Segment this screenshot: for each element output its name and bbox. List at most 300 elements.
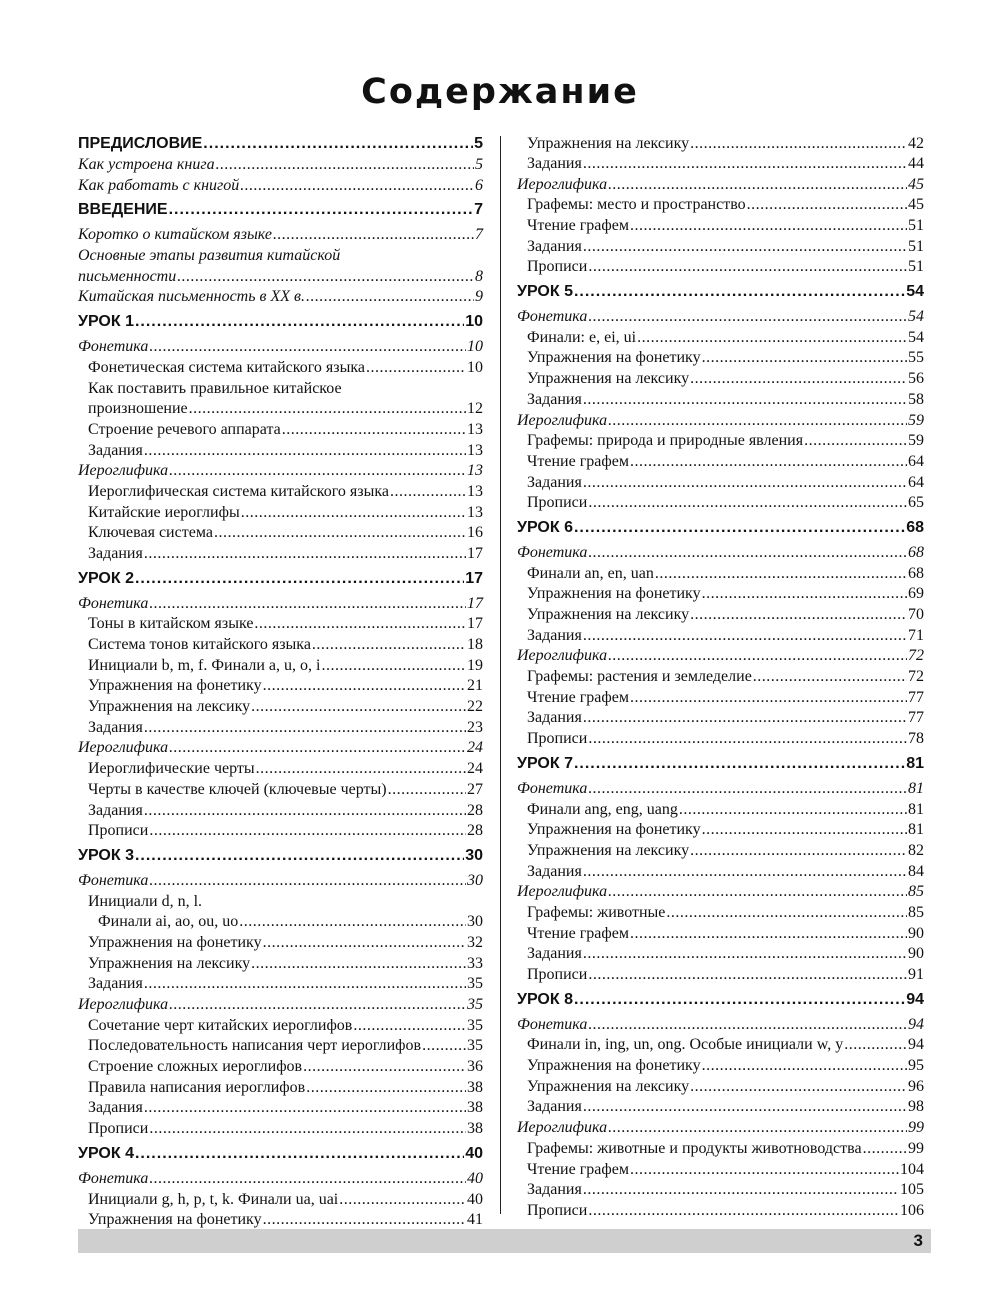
dot-leader bbox=[608, 411, 907, 432]
toc-entry[interactable] bbox=[517, 473, 924, 494]
dot-leader bbox=[690, 1077, 907, 1098]
toc-entry[interactable] bbox=[78, 614, 483, 635]
toc-entry[interactable] bbox=[517, 307, 924, 328]
toc-entry-title: Как устроена книга bbox=[78, 155, 215, 173]
toc-entry-title: Фонетическая система китайского языка bbox=[88, 358, 365, 376]
toc-entry[interactable] bbox=[78, 1057, 483, 1078]
toc-entry-title: Коротко о китайском языке bbox=[78, 226, 272, 244]
toc-entry[interactable] bbox=[78, 544, 483, 565]
toc-entry[interactable] bbox=[78, 995, 483, 1016]
toc-page-number: 42 bbox=[908, 135, 924, 152]
toc-page-number: 10 bbox=[467, 358, 483, 376]
toc-entry[interactable] bbox=[78, 697, 483, 718]
toc-page-number: 38 bbox=[467, 1078, 483, 1096]
toc-entry[interactable] bbox=[78, 676, 483, 697]
toc-page-number: 9 bbox=[475, 288, 483, 306]
toc-page-number: 17 bbox=[465, 569, 483, 587]
toc-entry-title: Фонетика bbox=[78, 594, 149, 612]
toc-entry[interactable] bbox=[78, 1036, 483, 1057]
toc-entry-title: Иероглифическая система китайского языка bbox=[88, 482, 389, 500]
toc-entry-title: Задания bbox=[527, 709, 582, 727]
dot-leader bbox=[189, 399, 466, 420]
dot-leader bbox=[583, 390, 907, 411]
footer-bar bbox=[78, 1229, 931, 1253]
toc-page-number: 5 bbox=[475, 155, 483, 173]
toc-entry[interactable] bbox=[517, 903, 924, 924]
toc-section-entry[interactable] bbox=[517, 750, 924, 779]
toc-page-number: 54 bbox=[906, 283, 924, 301]
toc-page-number: 81 bbox=[908, 779, 924, 797]
toc-entry[interactable] bbox=[78, 1016, 483, 1037]
dot-leader bbox=[149, 594, 466, 615]
dot-leader bbox=[690, 841, 907, 862]
toc-entry-title: Задания bbox=[88, 801, 143, 819]
toc-page-number: 54 bbox=[908, 308, 924, 326]
toc-page-number: 85 bbox=[908, 883, 924, 901]
toc-entry-title: Прописи bbox=[527, 1201, 588, 1219]
dot-leader bbox=[702, 820, 907, 841]
toc-entry[interactable] bbox=[78, 379, 483, 400]
toc-entry-title: Упражнения на лексику bbox=[527, 841, 690, 859]
toc-page-number: 104 bbox=[900, 1160, 924, 1178]
toc-entry-title: Графемы: растения и земледелие bbox=[527, 668, 752, 686]
toc-entry-title: Строение сложных иероглифов bbox=[88, 1058, 303, 1076]
toc-entry-title: Финали an, en, uan bbox=[527, 564, 654, 582]
dot-leader bbox=[588, 257, 907, 278]
dot-leader bbox=[149, 1119, 466, 1140]
toc-entry-title: Задания bbox=[88, 975, 143, 993]
toc-section-entry[interactable] bbox=[517, 514, 924, 543]
toc-entry[interactable] bbox=[517, 1139, 924, 1160]
toc-entry[interactable] bbox=[517, 452, 924, 473]
toc-entry-title: Графемы: животные и продукты животноводства bbox=[527, 1139, 862, 1157]
toc-section-entry[interactable] bbox=[517, 278, 924, 307]
toc-page-number: 64 bbox=[908, 473, 924, 491]
toc-entry-title: Инициали g, h, p, t, k. Финали ua, uai bbox=[88, 1190, 339, 1208]
toc-entry[interactable] bbox=[78, 656, 483, 677]
toc-entry-title: Как поставить правильное китайское bbox=[88, 379, 342, 397]
toc-entry-title: ВВЕДЕНИЕ bbox=[78, 201, 168, 219]
toc-page-number: 51 bbox=[908, 217, 924, 235]
toc-page-number: 68 bbox=[908, 543, 924, 561]
toc-section-entry[interactable] bbox=[78, 196, 483, 225]
toc-entry[interactable] bbox=[517, 882, 924, 903]
toc-entry[interactable] bbox=[78, 759, 483, 780]
toc-entry[interactable] bbox=[78, 635, 483, 656]
toc-entry[interactable] bbox=[517, 390, 924, 411]
toc-entry[interactable] bbox=[517, 800, 924, 821]
toc-page-number: 17 bbox=[467, 544, 483, 562]
dot-leader bbox=[655, 564, 907, 585]
toc-entry[interactable] bbox=[517, 493, 924, 514]
toc-page-number: 94 bbox=[908, 1036, 924, 1054]
toc-entry[interactable] bbox=[517, 1056, 924, 1077]
toc-entry-title: УРОК 2 bbox=[78, 569, 134, 587]
dot-leader bbox=[747, 195, 907, 216]
toc-entry-title: Упражнения на фонетику bbox=[88, 677, 262, 695]
toc-entry[interactable] bbox=[78, 420, 483, 441]
toc-entry-title: УРОК 1 bbox=[78, 313, 134, 331]
toc-entry-title: Прописи bbox=[88, 1120, 149, 1138]
toc-page-number: 72 bbox=[908, 668, 924, 686]
dot-leader bbox=[422, 1036, 466, 1057]
toc-page-number: 106 bbox=[900, 1201, 924, 1219]
dot-leader bbox=[366, 358, 466, 379]
toc-entry-title: Система тонов китайского языка bbox=[88, 636, 311, 654]
toc-entry-title: Черты в качестве ключей (ключевые черты) bbox=[88, 780, 387, 798]
dot-leader bbox=[144, 718, 466, 739]
toc-entry[interactable] bbox=[517, 841, 924, 862]
dot-leader bbox=[630, 452, 907, 473]
toc-entry-title: Графемы: животные bbox=[527, 903, 666, 921]
toc-left-column bbox=[78, 134, 483, 1231]
toc-entry[interactable] bbox=[78, 155, 483, 176]
toc-entry[interactable] bbox=[517, 1201, 924, 1222]
toc-page-number: 38 bbox=[467, 1099, 483, 1117]
toc-entry[interactable] bbox=[517, 965, 924, 986]
toc-entry[interactable] bbox=[78, 482, 483, 503]
toc-entry[interactable] bbox=[517, 257, 924, 278]
toc-page-number: 30 bbox=[465, 846, 483, 864]
toc-entry-title: Фонетика bbox=[78, 338, 149, 356]
dot-leader bbox=[702, 348, 907, 369]
toc-entry-title: Прописи bbox=[527, 966, 588, 984]
dot-leader bbox=[608, 175, 907, 196]
toc-entry-title: Правила написания иероглифов bbox=[88, 1078, 306, 1096]
toc-entry-title: Упражнения на лексику bbox=[527, 370, 690, 388]
toc-entry[interactable] bbox=[78, 780, 483, 801]
toc-entry[interactable] bbox=[78, 1210, 483, 1231]
toc-entry-title: Упражнения на фонетику bbox=[88, 1211, 262, 1229]
dot-leader bbox=[312, 635, 466, 656]
toc-page-number: 16 bbox=[467, 524, 483, 542]
toc-entry-title: Упражнения на лексику bbox=[88, 954, 251, 972]
toc-entry[interactable] bbox=[517, 195, 924, 216]
dot-leader bbox=[216, 155, 474, 176]
toc-section-entry[interactable] bbox=[78, 842, 483, 871]
toc-page-number: 7 bbox=[475, 226, 483, 244]
toc-entry[interactable] bbox=[517, 709, 924, 730]
toc-entry-title: Сочетание черт китайских иероглифов bbox=[88, 1016, 353, 1034]
toc-entry-title: Китайские иероглифы bbox=[88, 503, 240, 521]
toc-page-number: 12 bbox=[467, 400, 483, 418]
toc-entry[interactable] bbox=[78, 1119, 483, 1140]
toc-entry[interactable] bbox=[517, 584, 924, 605]
dot-leader bbox=[844, 1035, 907, 1056]
toc-page-number: 38 bbox=[467, 1120, 483, 1138]
toc-entry[interactable] bbox=[517, 237, 924, 258]
toc-entry[interactable] bbox=[78, 358, 483, 379]
toc-entry-title: УРОК 8 bbox=[517, 990, 573, 1008]
toc-entry[interactable] bbox=[78, 225, 483, 246]
dot-leader bbox=[282, 420, 466, 441]
toc-entry[interactable] bbox=[78, 1078, 483, 1099]
toc-entry-title: Фонетика bbox=[517, 308, 588, 326]
toc-entry-title: Фонетика bbox=[517, 543, 588, 561]
toc-entry-title: Чтение графем bbox=[527, 688, 629, 706]
toc-entry-title: Чтение графем bbox=[527, 452, 629, 470]
toc-entry-title: письменности bbox=[78, 267, 177, 285]
toc-page-number: 96 bbox=[908, 1077, 924, 1095]
toc-entry[interactable] bbox=[78, 801, 483, 822]
toc-entry[interactable] bbox=[517, 543, 924, 564]
toc-entry[interactable] bbox=[517, 667, 924, 688]
toc-section-entry[interactable] bbox=[78, 134, 483, 155]
toc-page-number: 40 bbox=[467, 1190, 483, 1208]
toc-page-number: 94 bbox=[906, 990, 924, 1008]
toc-entry[interactable] bbox=[517, 154, 924, 175]
toc-entry[interactable] bbox=[78, 287, 483, 308]
toc-entry[interactable] bbox=[517, 1118, 924, 1139]
toc-page-number: 59 bbox=[908, 432, 924, 450]
dot-leader bbox=[588, 1201, 899, 1222]
toc-entry-title: Китайская письменность в XX в. bbox=[78, 288, 305, 306]
toc-entry[interactable] bbox=[78, 974, 483, 995]
toc-entry[interactable] bbox=[517, 1015, 924, 1036]
toc-entry[interactable] bbox=[78, 912, 483, 933]
toc-entry[interactable] bbox=[78, 718, 483, 739]
toc-entry[interactable] bbox=[517, 862, 924, 883]
toc-entry[interactable] bbox=[78, 337, 483, 358]
toc-entry[interactable] bbox=[517, 1077, 924, 1098]
dot-leader bbox=[306, 287, 474, 308]
dot-leader bbox=[690, 605, 907, 626]
toc-right-column bbox=[517, 134, 924, 1222]
dot-leader bbox=[303, 1057, 466, 1078]
dot-leader bbox=[608, 882, 907, 903]
toc-entry-title: Основные этапы развития китайской bbox=[78, 247, 341, 265]
toc-section-entry[interactable] bbox=[78, 308, 483, 337]
toc-entry-title: УРОК 4 bbox=[78, 1144, 134, 1162]
dot-leader bbox=[135, 1140, 464, 1168]
toc-entry-title: Чтение графем bbox=[527, 217, 629, 235]
toc-page-number: 10 bbox=[467, 338, 483, 356]
toc-entry-title: Инициали d, n, l. bbox=[88, 892, 203, 910]
toc-page-number: 23 bbox=[467, 718, 483, 736]
toc-entry-title: Иероглифические черты bbox=[88, 760, 255, 778]
toc-entry[interactable] bbox=[78, 933, 483, 954]
toc-entry[interactable] bbox=[78, 1099, 483, 1120]
toc-entry[interactable] bbox=[517, 779, 924, 800]
toc-page-number: 13 bbox=[467, 482, 483, 500]
toc-section-entry[interactable] bbox=[517, 986, 924, 1015]
toc-entry[interactable] bbox=[517, 1180, 924, 1201]
toc-page-number: 77 bbox=[908, 688, 924, 706]
page-title: Содержание bbox=[361, 72, 639, 112]
toc-entry-title: Задания bbox=[527, 1098, 582, 1116]
toc-page-number: 45 bbox=[908, 175, 924, 193]
toc-entry[interactable] bbox=[517, 1098, 924, 1119]
toc-entry[interactable] bbox=[78, 267, 483, 288]
toc-entry-title: Задания bbox=[527, 1181, 582, 1199]
toc-entry-title: Фонетика bbox=[78, 1169, 149, 1187]
dot-leader bbox=[574, 986, 905, 1014]
toc-page-number: 40 bbox=[465, 1144, 483, 1162]
toc-entry-title: Прописи bbox=[527, 494, 588, 512]
dot-leader bbox=[169, 738, 466, 759]
toc-entry-title: Строение речевого аппарата bbox=[88, 420, 281, 438]
toc-entry-title: Прописи bbox=[527, 258, 588, 276]
dot-leader bbox=[135, 565, 464, 593]
toc-page-number: 64 bbox=[908, 452, 924, 470]
toc-entry[interactable] bbox=[517, 626, 924, 647]
dot-leader bbox=[144, 544, 466, 565]
dot-leader bbox=[240, 176, 474, 197]
dot-leader bbox=[251, 954, 466, 975]
dot-leader bbox=[583, 944, 907, 965]
dot-leader bbox=[574, 514, 905, 542]
toc-entry[interactable] bbox=[517, 924, 924, 945]
toc-page-number: 105 bbox=[900, 1181, 924, 1199]
toc-entry[interactable] bbox=[78, 954, 483, 975]
toc-entry[interactable] bbox=[78, 523, 483, 544]
toc-page-number: 70 bbox=[908, 606, 924, 624]
toc-entry[interactable] bbox=[517, 1160, 924, 1181]
toc-entry[interactable] bbox=[517, 411, 924, 432]
toc-entry[interactable] bbox=[78, 503, 483, 524]
dot-leader bbox=[863, 1139, 907, 1160]
toc-entry-title: Задания bbox=[527, 473, 582, 491]
dot-leader bbox=[214, 523, 466, 544]
toc-page-number: 13 bbox=[467, 420, 483, 438]
toc-entry[interactable] bbox=[517, 175, 924, 196]
toc-entry[interactable] bbox=[517, 134, 924, 154]
dot-leader bbox=[583, 237, 907, 258]
dot-leader bbox=[690, 369, 907, 390]
toc-entry[interactable] bbox=[517, 564, 924, 585]
toc-page-number: 68 bbox=[908, 564, 924, 582]
toc-entry-title: Фонетика bbox=[517, 1015, 588, 1033]
dot-leader bbox=[702, 584, 907, 605]
dot-leader bbox=[753, 667, 907, 688]
toc-entry-title: УРОК 3 bbox=[78, 846, 134, 864]
column-divider bbox=[500, 136, 501, 1214]
toc-entry[interactable] bbox=[78, 821, 483, 842]
toc-entry-title: Упражнения на лексику bbox=[527, 606, 690, 624]
toc-entry[interactable] bbox=[78, 399, 483, 420]
dot-leader bbox=[583, 473, 907, 494]
dot-leader bbox=[177, 267, 474, 288]
toc-page-number: 81 bbox=[908, 821, 924, 839]
dot-leader bbox=[169, 461, 466, 482]
toc-page-number: 18 bbox=[467, 636, 483, 654]
toc-entry[interactable] bbox=[78, 246, 483, 267]
toc-page-number: 28 bbox=[467, 822, 483, 840]
toc-entry-title: Иероглифика bbox=[517, 883, 608, 901]
dot-leader bbox=[144, 441, 466, 462]
toc-entry[interactable] bbox=[517, 431, 924, 452]
toc-entry[interactable] bbox=[78, 176, 483, 197]
toc-page-number: 33 bbox=[467, 954, 483, 972]
toc-entry[interactable] bbox=[517, 729, 924, 750]
toc-page-number: 72 bbox=[908, 647, 924, 665]
toc-entry[interactable] bbox=[517, 820, 924, 841]
toc-page-number: 95 bbox=[908, 1057, 924, 1075]
toc-entry[interactable] bbox=[517, 1035, 924, 1056]
dot-leader bbox=[583, 1097, 907, 1118]
toc-entry[interactable] bbox=[517, 349, 924, 370]
toc-entry-title: Упражнения на лексику bbox=[88, 698, 251, 716]
toc-entry-title: Задания bbox=[527, 154, 582, 172]
page-number: 3 bbox=[913, 1231, 923, 1250]
toc-page-number: 35 bbox=[467, 1016, 483, 1034]
toc-page-number: 68 bbox=[906, 519, 924, 536]
dot-leader bbox=[630, 1160, 899, 1181]
toc-entry[interactable] bbox=[78, 871, 483, 892]
toc-entry[interactable] bbox=[517, 369, 924, 390]
toc-entry[interactable] bbox=[78, 1169, 483, 1190]
toc-page-number: 54 bbox=[908, 328, 924, 346]
toc-entry[interactable] bbox=[78, 594, 483, 615]
toc-entry[interactable] bbox=[517, 216, 924, 237]
toc-page-number: 98 bbox=[908, 1098, 924, 1116]
toc-entry[interactable] bbox=[78, 1190, 483, 1211]
dot-leader bbox=[583, 862, 907, 883]
dot-leader bbox=[637, 328, 907, 349]
toc-entry[interactable] bbox=[517, 605, 924, 626]
toc-page-number: 17 bbox=[467, 594, 483, 612]
toc-page-number: 30 bbox=[467, 871, 483, 889]
dot-leader bbox=[630, 688, 907, 709]
dot-leader bbox=[588, 729, 907, 750]
toc-page-number: 8 bbox=[475, 267, 483, 285]
toc-page-number: 35 bbox=[467, 996, 483, 1014]
toc-page-number: 24 bbox=[467, 739, 483, 757]
dot-leader bbox=[574, 278, 905, 306]
toc-entry-title: Графемы: место и пространство bbox=[527, 196, 746, 214]
toc-page-number: 71 bbox=[908, 626, 924, 644]
toc-page-number: 81 bbox=[906, 754, 924, 772]
dot-leader bbox=[149, 1169, 466, 1190]
toc-entry-title: УРОК 5 bbox=[517, 283, 573, 301]
dot-leader bbox=[149, 871, 466, 892]
toc-entry[interactable] bbox=[78, 739, 483, 760]
toc-entry-title: Иероглифика bbox=[517, 411, 608, 429]
toc-entry[interactable] bbox=[517, 944, 924, 965]
dot-leader bbox=[339, 1190, 466, 1211]
toc-entry[interactable] bbox=[78, 441, 483, 462]
toc-entry-title: Прописи bbox=[527, 730, 588, 748]
dot-leader bbox=[574, 750, 905, 778]
dot-leader bbox=[388, 780, 466, 801]
toc-entry-title: Иероглифика bbox=[517, 175, 608, 193]
toc-entry[interactable] bbox=[517, 646, 924, 667]
toc-entry[interactable] bbox=[517, 688, 924, 709]
toc-page-number: 65 bbox=[908, 494, 924, 512]
toc-entry-title: Иероглифика bbox=[78, 462, 169, 480]
toc-entry-title: Задания bbox=[527, 390, 582, 408]
toc-page-number: 59 bbox=[908, 411, 924, 429]
dot-leader bbox=[169, 196, 474, 224]
toc-section-entry[interactable] bbox=[78, 1140, 483, 1169]
toc-entry[interactable] bbox=[517, 328, 924, 349]
toc-page-number: 99 bbox=[908, 1119, 924, 1137]
toc-entry-title: Фонетика bbox=[78, 871, 149, 889]
toc-entry[interactable] bbox=[78, 892, 483, 913]
toc-section-entry[interactable] bbox=[78, 565, 483, 594]
toc-entry-title: Финали ang, eng, uang bbox=[527, 800, 678, 818]
toc-entry-title: Упражнения на фонетику bbox=[88, 933, 262, 951]
toc-page-number: 58 bbox=[908, 390, 924, 408]
toc-page-number: 56 bbox=[908, 370, 924, 388]
toc-entry[interactable] bbox=[78, 461, 483, 482]
toc-page-number: 84 bbox=[908, 862, 924, 880]
toc-page-number: 81 bbox=[908, 800, 924, 818]
toc-page-number: 28 bbox=[467, 801, 483, 819]
dot-leader bbox=[135, 308, 464, 336]
toc-entry-title: ПРЕДИСЛОВИЕ bbox=[78, 135, 203, 152]
toc-page-number: 45 bbox=[908, 196, 924, 214]
